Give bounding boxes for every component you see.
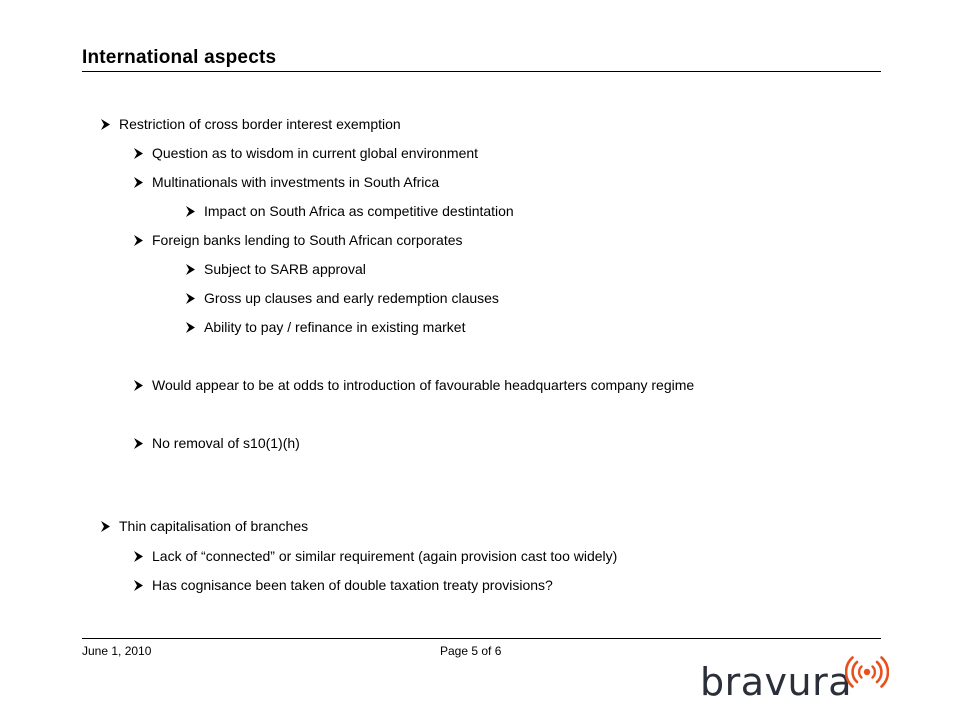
bullet-text: Lack of “connected” or similar requirement (again provision cast too widely) bbox=[152, 548, 618, 564]
bullet-text: Restriction of cross border interest exemption bbox=[119, 116, 401, 132]
signal-waves-icon bbox=[845, 654, 889, 696]
bullet-item-level-2 bbox=[134, 232, 463, 248]
arrowhead-bullet-icon bbox=[186, 264, 195, 275]
footer-page-number: Page 5 of 6 bbox=[440, 644, 502, 658]
bullet-text: Subject to SARB approval bbox=[204, 261, 366, 277]
arrowhead-bullet-icon bbox=[134, 580, 143, 591]
arrowhead-bullet-icon bbox=[134, 438, 143, 449]
arrowhead-bullet-icon bbox=[134, 235, 143, 246]
bullet-item-level-3 bbox=[186, 290, 499, 306]
bullet-item-level-2 bbox=[134, 577, 553, 593]
arrowhead-bullet-icon bbox=[134, 551, 143, 562]
bullet-item-level-3 bbox=[186, 261, 366, 277]
bullet-item-level-1 bbox=[101, 518, 308, 534]
bullet-item-level-2 bbox=[134, 174, 439, 190]
bullet-item-level-2 bbox=[134, 377, 694, 393]
bullet-text: Has cognisance been taken of double taxation treaty provisions? bbox=[152, 577, 553, 593]
bullet-text: Question as to wisdom in current global environment bbox=[152, 145, 479, 161]
bullet-text: Multinationals with investments in South Africa bbox=[152, 174, 440, 190]
title-divider bbox=[82, 71, 881, 72]
arrowhead-bullet-icon bbox=[101, 119, 110, 130]
bullet-item-level-2 bbox=[134, 435, 300, 451]
footer-date: June 1, 2010 bbox=[82, 644, 152, 658]
bullet-text: Thin capitalisation of branches bbox=[119, 518, 309, 534]
bullet-item-level-3 bbox=[186, 319, 465, 335]
bravura-logo bbox=[700, 654, 890, 704]
logo-wordmark: bravura bbox=[700, 660, 853, 704]
slide-title: International aspects bbox=[82, 47, 277, 68]
arrowhead-bullet-icon bbox=[186, 293, 195, 304]
bullet-text: Foreign banks lending to South African corporates bbox=[152, 232, 463, 248]
footer-divider bbox=[82, 638, 881, 639]
bullet-item-level-3 bbox=[186, 203, 514, 219]
bullet-text: No removal of s10(1)(h) bbox=[152, 435, 300, 451]
bullet-text: Impact on South Africa as competitive destintation bbox=[204, 203, 514, 219]
arrowhead-bullet-icon bbox=[134, 177, 143, 188]
arrowhead-bullet-icon bbox=[134, 380, 143, 391]
bullet-text: Ability to pay / refinance in existing market bbox=[204, 319, 466, 335]
bullet-text: Would appear to be at odds to introduction of favourable headquarters company regime bbox=[152, 377, 695, 393]
arrowhead-bullet-icon bbox=[186, 322, 195, 333]
bullet-item-level-2 bbox=[134, 548, 617, 564]
bullet-item-level-1 bbox=[101, 116, 401, 132]
bullet-text: Gross up clauses and early redemption clauses bbox=[204, 290, 499, 306]
arrowhead-bullet-icon bbox=[134, 148, 143, 159]
bullet-item-level-2 bbox=[134, 145, 478, 161]
arrowhead-bullet-icon bbox=[101, 521, 110, 532]
arrowhead-bullet-icon bbox=[186, 206, 195, 217]
